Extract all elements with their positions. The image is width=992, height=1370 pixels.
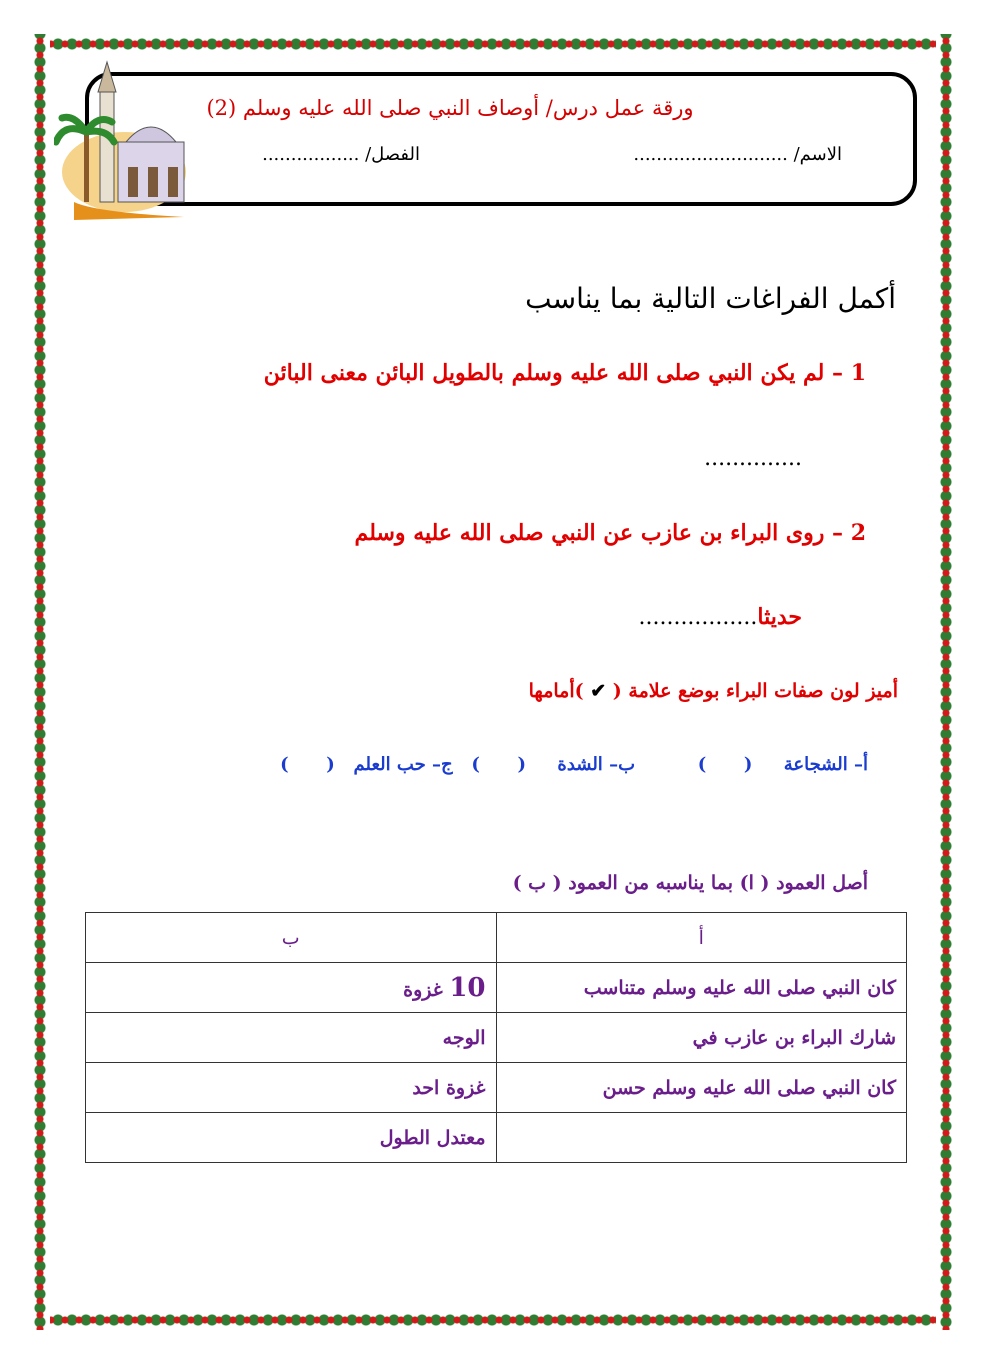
option-bracket: ( ) xyxy=(280,754,335,775)
option-label: أ– الشجاعة xyxy=(783,754,868,775)
column-b-header: ب xyxy=(86,913,497,963)
column-a-header: أ xyxy=(496,913,907,963)
distinguish-instruction xyxy=(529,680,898,702)
student-name-field: الاسم/ ........................... xyxy=(633,144,842,165)
floral-border-right xyxy=(936,34,956,1330)
table-row xyxy=(86,963,907,1013)
question-text: – لم يكن النبي صلى الله عليه وسلم بالطويل البائن معنى البائن xyxy=(263,360,844,386)
check-mark-icon: ✔ xyxy=(590,680,607,702)
question-2-answer xyxy=(638,604,802,630)
question-1-blank: .............. xyxy=(704,446,802,471)
floral-border-top xyxy=(30,34,956,54)
column-a-cell: شارك البراء بن عازب في xyxy=(496,1013,907,1063)
question-text: – روى البراء بن عازب عن النبي صلى الله عليه وسلم xyxy=(354,520,844,546)
floral-border-bottom xyxy=(30,1310,956,1330)
table-header-row xyxy=(86,913,907,963)
matching-instruction: أصل العمود ( ا) بما يناسبه من العمود ( ب ) xyxy=(512,872,868,894)
traits-options xyxy=(280,754,868,775)
question-2-blank: ................. xyxy=(638,605,758,630)
option-bracket: ( ) xyxy=(697,754,753,775)
class-field: الفصل/ ................. xyxy=(262,144,420,165)
question-number: 1 xyxy=(850,360,866,386)
distinguish-text-after: )أمامها xyxy=(528,680,584,702)
table-row xyxy=(86,1013,907,1063)
question-2 xyxy=(355,520,866,546)
header-box xyxy=(85,72,917,206)
mosque-illustration xyxy=(54,52,194,222)
column-b-cell: غزوة احد xyxy=(86,1063,497,1113)
column-b-number: 10 xyxy=(449,972,486,1003)
option-bracket: ( ) xyxy=(471,754,527,775)
column-b-cell xyxy=(86,963,497,1013)
question-1 xyxy=(264,360,866,386)
fill-blanks-instruction: أكمل الفراغات التالية بما يناسب xyxy=(525,282,896,315)
option-label: ب– الشدة xyxy=(557,754,636,775)
column-a-cell xyxy=(496,1113,907,1163)
table-row xyxy=(86,1063,907,1113)
column-b-text: غزوة xyxy=(403,978,443,1001)
question-2-suffix: حديثا xyxy=(757,604,802,630)
column-b-cell: الوجه xyxy=(86,1013,497,1063)
table-row xyxy=(86,1113,907,1163)
option-label: ج– حب العلم xyxy=(353,754,453,775)
column-a-cell: كان النبي صلى الله عليه وسلم متناسب xyxy=(496,963,907,1013)
distinguish-text-before: أميز لون صفات البراء بوضع علامة ( xyxy=(612,680,898,702)
matching-table xyxy=(85,912,907,1163)
question-number: 2 xyxy=(850,520,866,546)
worksheet-title: ورقة عمل درس/ أوصاف النبي صلى الله عليه وسلم (2) xyxy=(206,96,694,120)
column-a-cell: كان النبي صلى الله عليه وسلم حسن xyxy=(496,1063,907,1113)
column-b-cell: معتدل الطول xyxy=(86,1113,497,1163)
floral-border-left xyxy=(30,34,50,1330)
